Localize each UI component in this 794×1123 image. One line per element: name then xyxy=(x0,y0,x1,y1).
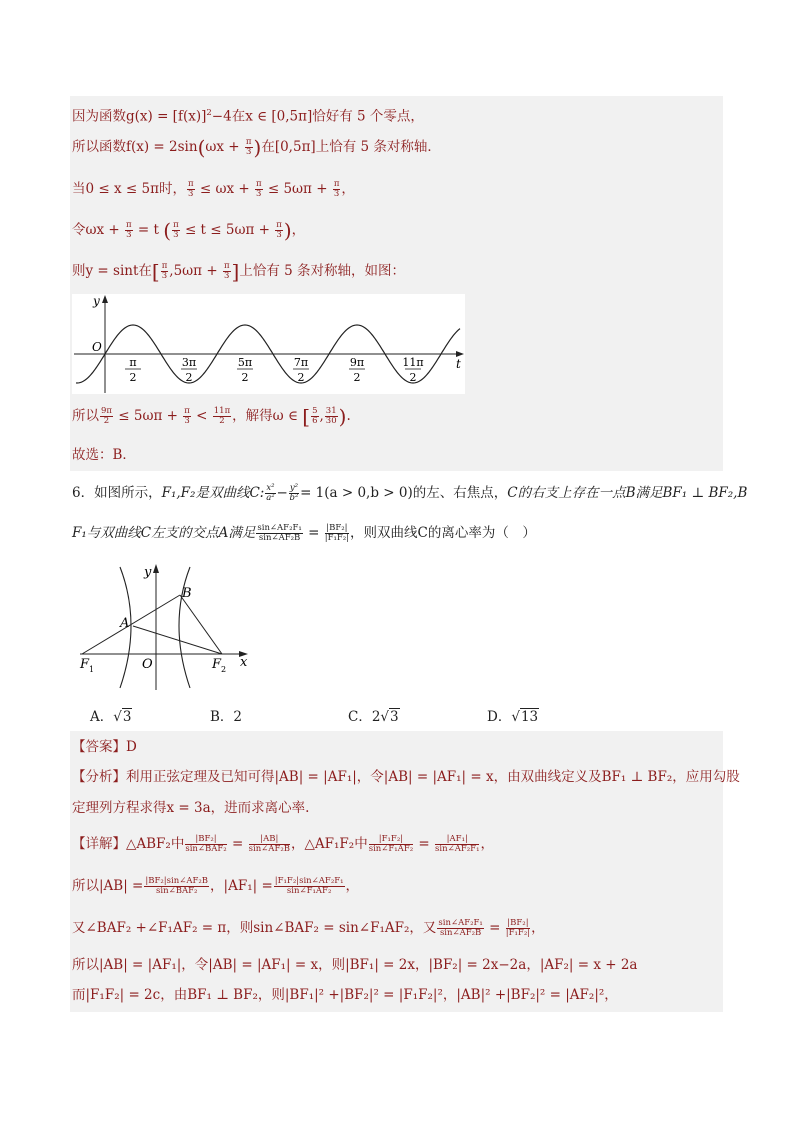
solution-text: , xyxy=(319,408,324,424)
solution-text: ， xyxy=(291,222,306,238)
segment-F1-B xyxy=(82,595,180,654)
label-O: O xyxy=(142,657,153,672)
solution-text: 上恰有 5 条对称轴，如图： xyxy=(239,263,406,279)
detail-line-3: 又∠BAF₂ +∠F₁AF₂ = π，则sin∠BAF₂ = sin∠F₁AF₂，又 $\frac{\text{sin∠AF₂F₁}}{\text{sin∠AF₂B}}$ = $\frac{\text{|BF₂|}}{\text{|F₁F₂|}}$ ， xyxy=(72,918,545,938)
fraction: $\frac{\text{|BF₂|}}{\text{|F₁F₂|}}$ xyxy=(505,918,531,938)
question-number: 6． xyxy=(72,485,95,501)
y-axis-label: y xyxy=(93,294,100,308)
fraction: $\frac{\text{|BF₂|}}{\text{|F₁F₂|}}$ xyxy=(324,523,350,543)
tick-label-denominator: 2 xyxy=(129,371,137,384)
solution-line-2 xyxy=(72,135,441,160)
solution-text: ≤ 5ωπ + xyxy=(114,408,183,424)
question-text: F₁与双曲线C左支的交点A满足 xyxy=(72,525,256,541)
solution-text: 在[0,5π]上恰有 5 条对称轴． xyxy=(261,139,441,155)
fraction: $\frac{11\pi}{2}$ xyxy=(213,406,231,426)
solution-line-7 xyxy=(72,446,136,464)
detail-text: ，△AF₁F₂中 xyxy=(291,836,368,852)
paren-open: ( xyxy=(197,135,206,160)
fraction: $\frac{\text{|F₁F₂|sin∠AF₂F₁}}{\text{sin∠F₁AF₂}}$ xyxy=(274,876,344,896)
choice-label: D． xyxy=(487,709,512,725)
label-F1-sub: 1 xyxy=(89,665,95,674)
segment-B-F2 xyxy=(180,595,222,654)
question-text: ，则双曲线C的离心率为（ ） xyxy=(350,525,536,541)
question-text: C的右支上存在一点B满足BF₁ ⊥ BF₂,B xyxy=(507,485,748,501)
tick-label-numerator: π xyxy=(129,356,137,369)
choice-a[interactable] xyxy=(90,705,132,725)
question-text: F₁,F₂是双曲线C: xyxy=(161,485,265,501)
detail-line-1: 【详解】△ABF₂中 $\frac{\text{|BF₂|}}{\text{sin∠BAF₂}}$ = $\frac{|AB|}{\text{sin∠AF₂B}}$ ，△AF₁F₂中 $\frac{\text{|F₁F₂|}}{\text{sin∠F₁AF₂}}$ = $\frac{\text{|AF₁|}}{\text{sin∠AF₂F₁}}$ ， xyxy=(72,834,494,854)
fraction: $\frac{|AB|}{\text{sin∠AF₂B}}$ xyxy=(248,834,290,854)
fraction: $\frac{\text{|AF₁|}}{\text{sin∠AF₂F₁}}$ xyxy=(435,834,480,854)
label-F2: F xyxy=(212,657,222,672)
detail-text: ，|AF₁| = xyxy=(210,878,273,894)
label-F1: F xyxy=(80,657,90,672)
question-text: = 1(a > 0,b > 0)的左、右焦点， xyxy=(300,485,508,501)
analysis-text: 定理列方程求得x = 3a，进而求离心率. xyxy=(72,800,310,816)
fraction: $\frac{\pi}{3}$ xyxy=(187,179,194,199)
tick-label-numerator: 3π xyxy=(181,356,197,369)
fraction: $\frac{\text{|BF₂|}}{\text{sin∠BAF₂}}$ xyxy=(185,834,227,854)
choice-prefix: 2√ xyxy=(371,709,390,725)
tick-label-numerator: 11π xyxy=(402,356,424,369)
choice-label: C． xyxy=(348,709,372,725)
fraction: $\frac{\text{sin∠AF₂F₁}}{\text{sin∠AF₂B}}$ xyxy=(257,523,302,543)
detail-line-2: 所以|AB| = $\frac{\text{|BF₂|sin∠AF₂B}}{\text{sin∠BAF₂}}$ ，|AF₁| = $\frac{\text{|F₁F₂|sin∠AF₂F₁}}{\text{sin∠F₁AF₂}}$ ， xyxy=(72,876,360,896)
bracket-open: [ xyxy=(151,259,160,284)
fraction: $\frac{\pi}{3}$ xyxy=(184,406,190,426)
solution-text: 令ωx + xyxy=(72,222,125,238)
solution-line-1 xyxy=(72,104,424,126)
choice-value: 13 xyxy=(520,709,539,725)
exponent: 2 xyxy=(206,108,212,118)
analysis-tag: 【分析】 xyxy=(72,769,126,785)
t-axis-label: t xyxy=(456,357,461,371)
origin-label: O xyxy=(92,340,102,354)
paren-close: ) xyxy=(338,404,347,429)
fraction: $\frac{\pi}{3}$ xyxy=(276,220,282,240)
solution-line-4 xyxy=(72,218,306,243)
choice-b[interactable] xyxy=(210,705,242,725)
analysis-line-2 xyxy=(72,799,309,817)
y-axis-arrow xyxy=(102,295,108,303)
solution-text: ≤ ωx + xyxy=(195,181,254,197)
detail-line-4 xyxy=(72,956,637,974)
solution-text: . xyxy=(346,408,351,424)
fraction: $\frac{\pi}{3}$ xyxy=(173,220,179,240)
fraction: $\frac{\pi}{3}$ xyxy=(333,179,340,199)
solution-line-5 xyxy=(72,259,406,284)
detail-line-5 xyxy=(72,986,618,1004)
fraction: $\frac{5}{6}$ xyxy=(312,406,318,426)
fraction: $\frac{\pi}{3}$ xyxy=(126,220,132,240)
fraction: $\frac{\pi}{3}$ xyxy=(245,137,252,157)
detail-tag: 【详解】 xyxy=(72,836,126,852)
answer-value: D xyxy=(126,739,137,755)
label-B: B xyxy=(182,586,192,601)
fraction: $\frac{\text{|BF₂|sin∠AF₂B}}{\text{sin∠BAF₂}}$ xyxy=(145,876,209,896)
solution-text: ≤ 5ωπ + xyxy=(263,181,332,197)
label-y: y xyxy=(144,565,152,580)
choice-prefix: √ xyxy=(511,709,520,725)
solution-text: ，解得ω ∈ xyxy=(232,408,303,424)
tick-label-denominator: 2 xyxy=(409,371,417,384)
solution-text: 则y = sint在 xyxy=(72,263,152,279)
choice-d[interactable] xyxy=(487,705,539,725)
choice-value: 3 xyxy=(390,709,399,725)
solution-text: 当0 ≤ x ≤ 5π时， xyxy=(72,181,186,197)
solution-text: 故选：B． xyxy=(72,447,136,463)
solution-text: = t xyxy=(133,222,164,238)
sine-graph xyxy=(72,294,465,394)
solution-text: 所以 xyxy=(72,408,99,424)
fraction: $\frac{\text{x²}}{\text{a²}}$ xyxy=(266,483,275,503)
analysis-line-1 xyxy=(72,768,740,786)
choice-prefix: √ xyxy=(113,709,122,725)
question-line-1: 6．如图所示，F₁,F₂是双曲线C: $\frac{\text{x²}}{\text{a²}}$ − $\frac{\text{y²}}{\text{b²}}$ = 1(a > 0,b > 0)的左、右焦点，C的右支上存在一点B满足BF₁ ⊥ BF₂,B xyxy=(72,483,748,503)
tick-label-denominator: 2 xyxy=(241,371,249,384)
label-F2-sub: 2 xyxy=(221,665,227,674)
solution-text: ,5ωπ + xyxy=(169,263,222,279)
question-text: 如图所示， xyxy=(94,485,162,501)
tick-label-numerator: 5π xyxy=(237,356,253,369)
fraction: $\frac{\pi}{3}$ xyxy=(255,179,262,199)
choice-label: B． xyxy=(210,709,234,725)
fraction: $\frac{\text{y²}}{\text{b²}}$ xyxy=(289,483,299,503)
fraction: $\frac{31}{30}$ xyxy=(325,406,337,426)
fraction: $\frac{9\pi}{2}$ xyxy=(101,406,112,426)
segment-A-F2 xyxy=(133,626,222,654)
label-A: A xyxy=(120,616,130,631)
paren-open: ( xyxy=(163,218,172,243)
detail-text: 所以|AB| = |AF₁|，令|AB| = |AF₁| = x，则|BF₁| = 2x，|BF₂| = 2x−2a，|AF₂| = x + 2a xyxy=(72,957,638,973)
solution-text: 所以函数f(x) = 2sin xyxy=(72,139,198,155)
solution-text: < xyxy=(191,408,212,424)
solution-text: −4在x ∈ [0,5π]恰好有 5 个零点， xyxy=(211,108,424,125)
solution-text: ωx + xyxy=(205,139,244,155)
paren-close: ) xyxy=(283,218,292,243)
fraction: $\frac{\text{|F₁F₂|}}{\text{sin∠F₁AF₂}}$ xyxy=(368,834,414,854)
tick-label-denominator: 2 xyxy=(297,371,305,384)
tick-labels xyxy=(125,356,424,384)
tick-label-denominator: 2 xyxy=(185,371,193,384)
detail-text: 所以|AB| = xyxy=(72,878,144,894)
fraction: $\frac{\text{sin∠AF₂F₁}}{\text{sin∠AF₂B}}$ xyxy=(438,918,483,938)
solution-line-6 xyxy=(72,404,351,429)
solution-text: ， xyxy=(341,181,355,197)
choice-value: 3 xyxy=(122,709,132,725)
y-axis-arrow xyxy=(153,564,159,573)
choice-label: A． xyxy=(90,709,114,725)
label-x: x xyxy=(240,655,248,670)
tick-label-numerator: 7π xyxy=(293,356,309,369)
answer-line xyxy=(72,738,137,756)
choice-c[interactable] xyxy=(348,705,400,725)
detail-text: △ABF₂中 xyxy=(126,836,185,852)
detail-text: 又∠BAF₂ +∠F₁AF₂ = π，则sin∠BAF₂ = sin∠F₁AF₂，又 xyxy=(72,920,437,936)
fraction: $\frac{\pi}{3}$ xyxy=(161,261,168,281)
detail-text: 而|F₁F₂| = 2c，由BF₁ ⊥ BF₂，则|BF₁|² +|BF₂|² = |F₁F₂|²，|AB|² +|BF₂|² = |AF₂|²， xyxy=(72,987,618,1003)
solution-text: ≤ t ≤ 5ωπ + xyxy=(180,222,275,238)
hyperbola-figure xyxy=(72,562,262,692)
question-line-2: F₁与双曲线C左支的交点A满足 $\frac{\text{sin∠AF₂F₁}}{\text{sin∠AF₂B}}$ = $\frac{\text{|BF₂|}}{\text{|F₁F₂|}}$ ，则双曲线C的离心率为（ ） xyxy=(72,523,536,543)
paren-close: ) xyxy=(253,135,262,160)
bracket-close: ] xyxy=(231,259,240,284)
tick-label-denominator: 2 xyxy=(353,371,361,384)
solution-line-3 xyxy=(72,180,355,199)
choice-value: 2 xyxy=(233,709,243,725)
fraction: $\frac{\pi}{3}$ xyxy=(223,261,230,281)
analysis-text: 利用正弦定理及已知可得|AB| = |AF₁|，令|AB| = |AF₁| = x，由双曲线定义及BF₁ ⊥ BF₂，应用勾股 xyxy=(126,769,740,785)
answer-tag: 【答案】 xyxy=(72,739,126,755)
solution-text: 因为函数g(x) = [f(x)] xyxy=(72,108,207,125)
tick-label-numerator: 9π xyxy=(349,356,365,369)
bracket-open: [ xyxy=(302,404,311,429)
